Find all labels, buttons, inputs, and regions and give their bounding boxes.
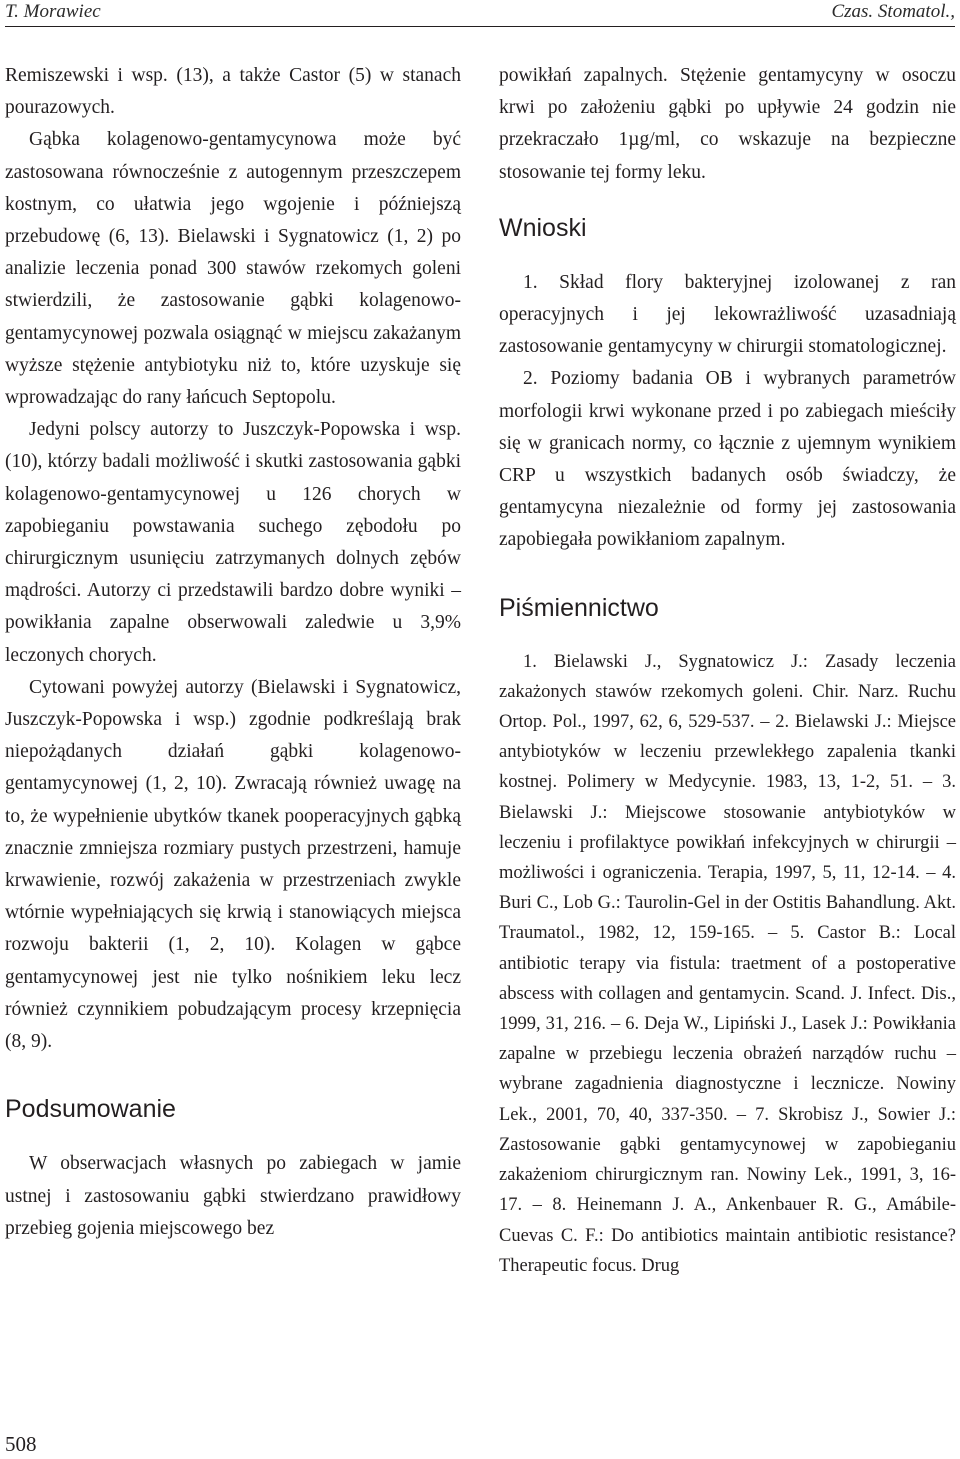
right-column [499, 60, 956, 1281]
paragraph: W obserwacjach własnych po zabiegach w jamie ustnej i zastosowaniu gąbki stwierdzano prawidłowy przebieg gojenia miejscowego bez [5, 1153, 461, 1239]
left-column [5, 60, 461, 1245]
paragraph: Gąbka kolagenowo-gentamycynowa może być zastosowana równocześnie z autogennym przeszczepem kostnym, co ułatwia jego wgojenie i późniejszą przebudowę (6, 13). Bielawski i Sygnatowicz (1, 2) po analizie leczenia ponad 300 stawów rzekomych goleni stwierdzili, że zastosowanie gąbki kolagenowo-gentamycynowej pozwala osiągnąć w miejscu zakażanym wyższe stężenie antybiotyku niż to, które uzyskuje się wprowadzając do rany łańcuch Septopolu. [5, 129, 461, 409]
section-heading-summary: Podsumowanie [5, 1095, 176, 1124]
header-author: T. Morawiec [5, 1, 101, 22]
paragraph: Jedyni polscy autorzy to Juszczyk-Popowska i wsp. (10), którzy badali możliwość i skutki zastosowania gąbki kolagenowo-gentamycynowej u 126 chorych w zapobieganiu powstawania suchego zębodołu po chirurgicznym usunięciu zatrzymanych dolnych zębów mądrości. Autorzy ci przedstawili bardzo dobre wyniki – powikłania zapalne obserwowali zaledwie u 3,9% leczonych chorych. [5, 419, 461, 666]
conclusion-item: 1. Skład flory bakteryjnej izolowanej z ran operacyjnych i jej lekowrażliwość uzasadniają zastosowanie gentamycyny w chirurgii stomatologicznej. [499, 271, 956, 358]
paragraph: powikłań zapalnych. Stężenie gentamycyny w osoczu krwi po założeniu gąbki po upływie 24 godzin nie przekraczało 1µg/ml, co wskazuje na bezpieczne stosowanie tej formy leku. [499, 65, 956, 183]
section-heading-references: Piśmiennictwo [499, 593, 659, 622]
paragraph: Cytowani powyżej autorzy (Bielawski i Sygnatowicz, Juszczyk-Popowska i wsp.) zgodnie podkreślają brak niepożądanych działań gąbki kolagenowo-gentamycynowej (1, 2, 10). Zwracają również uwagę na to, że wypełnienie ubytków tkanek pooperacyjnych gąbką znacznie zmniejsza rozmiary pustych przestrzeni, hamuje krwawienie, rozwój zakażenia w przestrzeniach zwykle wtórnie wypełniających się krwią i stanowiących miejsca rozwoju bakterii (1, 2, 10). Kolagen w gąbce gentamycynowej jest nie tylko nośnikiem leku lecz również czynnikiem pobudzającym procesy krzepnięcia (8, 9). [5, 676, 461, 1053]
running-header [5, 0, 955, 27]
header-journal: Czas. Stomatol., [831, 1, 955, 22]
reference-list: 1. Bielawski J., Sygnatowicz J.: Zasady leczenia zakażonych stawów rzekomych goleni. Chir. Narz. Ruchu Ortop. Pol., 1997, 62, 6, 529-537. – 2. Bielawski J.: Miejsce antybiotyków w leczeniu przewlekłego zapalenia tkanki kostnej. Polimery w Medycynie. 1983, 13, 1-2, 51. – 3. Bielawski J.: Miejscowe stosowanie antybiotyków w leczeniu i profilaktyce powikłań infekcyjnych w chirurgii – możliwości i ograniczenia. Terapia, 1997, 5, 11, 12-14. – 4. Buri C., Lob G.: Taurolin-Gel in der Ostitis Bahandlung. Akt. Traumatol., 1982, 12, 159-165. – 5. Castor B.: Local antibiotic terapy via fistula: traetment of a postoperative abscess with collagen and gentamycin. Scand. J. Infect. Dis., 1999, 31, 216. – 6. Deja W., Lipiński J., Lasek J.: Powikłania zapalne w przebiegu leczenia obrażeń narządów ruchu – wybrane zagadnienia diagnostyczne i lecznicze. Nowiny Lek., 2001, 70, 40, 337-350. – 7. Skrobisz J., Sowier J.: Zastosowanie gąbki gentamycynowej w zapobieganiu zakażeniom chirurgicznym ran. Nowiny Lek., 1991, 3, 16-17. – 8. Heinemann J. A., Ankenbauer R. G., Amábile-Cuevas C. F.: Do antibiotics maintain antibiotic resistance? Therapeutic focus. Drug [499, 651, 956, 1276]
paragraph: Remiszewski i wsp. (13), a także Castor (5) w stanach pourazowych. [5, 65, 461, 119]
page-number: 508 [5, 1432, 37, 1456]
section-heading-conclusions: Wnioski [499, 213, 587, 242]
conclusion-item: 2. Poziomy badania OB i wybranych parametrów morfologii krwi wykonane przed i po zabiegach mieściły się w granicach normy, co łącznie z ujemnym wynikiem CRP u wszystkich badanych osób świadczy, że gentamycyna niezależnie od formy jej zastosowania zapobiegała powikłaniom zapalnym. [499, 368, 956, 551]
